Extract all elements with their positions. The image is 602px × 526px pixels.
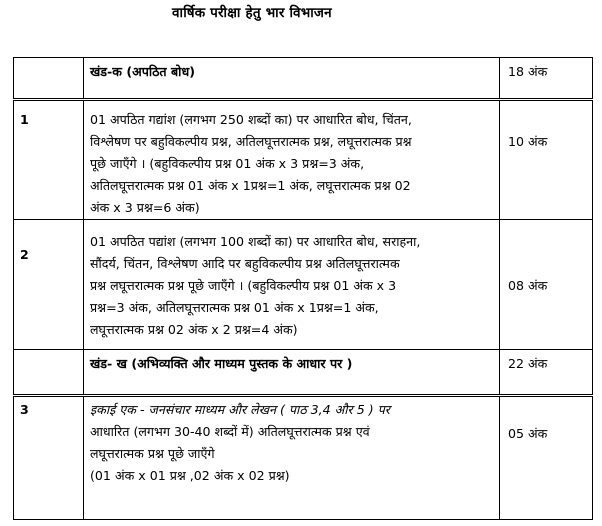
row-marks-text: 10 अंक: [508, 134, 548, 149]
row-description: [84, 396, 500, 520]
row-number: [14, 220, 84, 350]
section-b-row: [14, 350, 593, 396]
text-line: पूछे जाएँगे । (बहुविकल्पीय प्रश्न 01 अंक x 3 प्रश्न=3 अंक,: [90, 156, 365, 171]
text-line: लघूत्तरात्मक प्रश्न पूछे जाएँगे: [90, 446, 215, 461]
section-a-marks: [500, 58, 593, 100]
row-marks-text: 08 अंक: [508, 278, 548, 293]
section-a-marks-text: 18 अंक: [508, 64, 548, 79]
marks-distribution-table: [13, 57, 593, 520]
text-line: सौंदर्य, चिंतन, विश्लेषण आदि पर बहुविकल्पीय प्रश्न अतिलघूत्तरात्मक: [90, 256, 400, 271]
row-description: [84, 220, 500, 350]
text-line: प्रश्न लघूत्तरात्मक प्रश्न पूछे जाएँगे । (बहुविकल्पीय प्रश्न 01 अंक x 3: [90, 278, 397, 293]
row-number-text: 1: [20, 112, 29, 127]
text-line: अंक x 3 प्रश्न=6 अंक): [90, 200, 200, 215]
row-number: [14, 396, 84, 520]
section-a-empty-cell: [14, 58, 84, 100]
text-line: अतिलघूत्तरात्मक प्रश्न 01 अंक x 1प्रश्न=1 अंक, लघूत्तरात्मक प्रश्न 02: [90, 178, 411, 193]
text-line: (01 अंक x 01 प्रश्न ,02 अंक x 02 प्रश्न): [90, 468, 290, 483]
text-line: इकाई एक - जनसंचार माध्यम और लेखन ( पाठ 3,4 और 5 ) पर: [90, 402, 390, 417]
row-marks-text: 05 अंक: [508, 426, 548, 441]
row-number-text: 3: [20, 402, 29, 417]
row-description: [84, 100, 500, 220]
text-line: 01 अपठित गद्यांश (लगभग 250 शब्दों का) पर आधारित बोध, चिंतन,: [90, 112, 412, 127]
row-marks: [500, 100, 593, 220]
text-line: लघूत्तरात्मक प्रश्न 02 अंक x 2 प्रश्न=4 अंक): [90, 322, 298, 337]
section-a-row: [14, 58, 593, 100]
table-row: [14, 100, 593, 220]
table-row: [14, 396, 593, 520]
row-number-text: 2: [20, 247, 29, 262]
document-title: वार्षिक परीक्षा हेतु भार विभाजन: [172, 5, 332, 21]
text-line: प्रश्न=3 अंक, अतिलघूत्तरात्मक प्रश्न 01 अंक x 1प्रश्न=1 अंक,: [90, 300, 379, 315]
section-b-heading: खंड- ख (अभिव्यक्ति और माध्यम पुस्तक के आधार पर ): [84, 350, 500, 396]
text-line: आधारित (लगभग 30-40 शब्दों में) अतिलघूत्तरात्मक प्रश्न एवं: [90, 424, 370, 439]
section-a-heading: खंड-क (अपठित बोध): [84, 58, 500, 100]
section-b-empty-cell: [14, 350, 84, 396]
table-row: [14, 220, 593, 350]
section-b-marks: [500, 350, 593, 396]
row-marks: [500, 220, 593, 350]
text-line: विश्लेषण पर बहुविकल्पीय प्रश्न, अतिलघूत्तरात्मक प्रश्न, लघूत्तरात्मक प्रश्न: [90, 134, 412, 149]
section-b-marks-text: 22 अंक: [508, 356, 548, 371]
row-marks: [500, 396, 593, 520]
text-line: 01 अपठित पद्यांश (लगभग 100 शब्दों का) पर आधारित बोध, सराहना,: [90, 234, 421, 249]
row-number: [14, 100, 84, 220]
